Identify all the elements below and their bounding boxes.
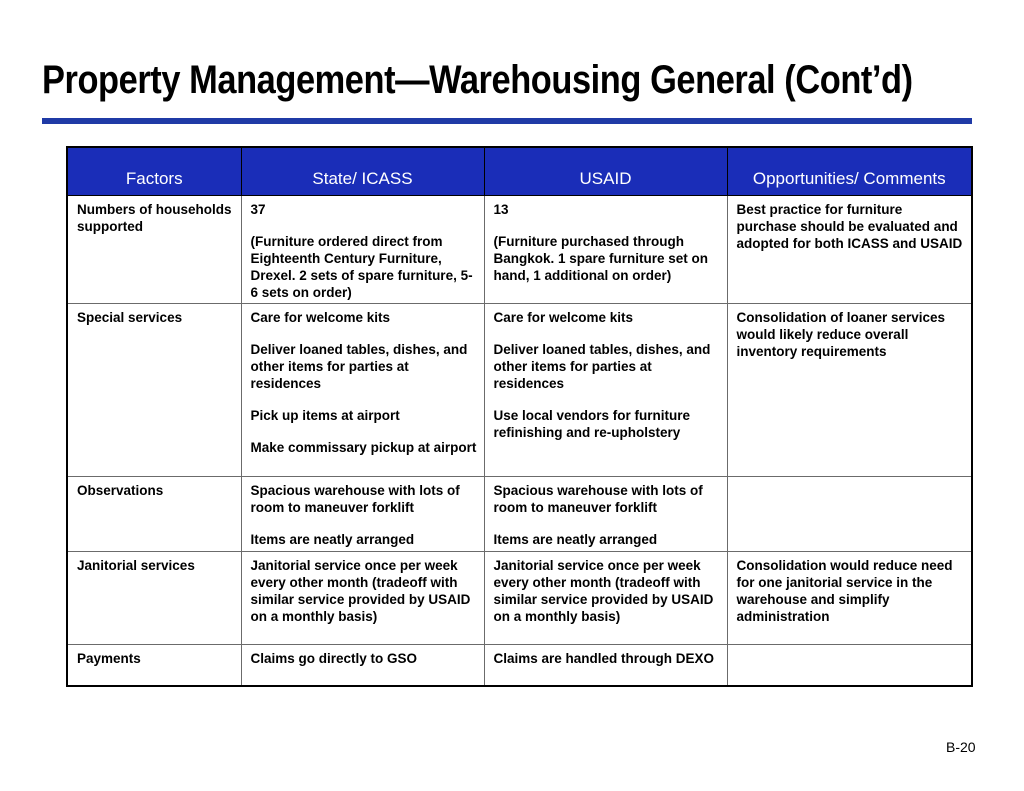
cell-paragraph: Use local vendors for furniture refinishing and re-upholstery: [493, 407, 691, 440]
page-title: Property Management—Warehousing General (Cont’d): [42, 58, 913, 102]
state-icass-cell: [241, 476, 484, 551]
state-icass-cell: [241, 303, 484, 476]
table-row: [67, 644, 972, 686]
title-divider: [42, 118, 972, 124]
state-icass-cell: [241, 551, 484, 644]
factor-cell: Observations: [67, 476, 241, 551]
table-row: [67, 551, 972, 644]
usaid-cell: [484, 303, 727, 476]
usaid-cell: [484, 551, 727, 644]
cell-paragraph: Deliver loaned tables, dishes, and other items for parties at residences: [250, 341, 468, 391]
cell-paragraph: Care for welcome kits: [250, 309, 391, 325]
comments-cell: Consolidation would reduce need for one janitorial service in the warehouse and simplify administration: [727, 551, 972, 644]
comments-cell: Consolidation of loaner services would likely reduce overall inventory requirements: [727, 303, 972, 476]
factor-cell: Janitorial services: [67, 551, 241, 644]
cell-paragraph: Spacious warehouse with lots of room to maneuver forklift: [250, 482, 460, 515]
header-usaid: USAID: [484, 147, 727, 195]
header-factors: Factors: [67, 147, 241, 195]
cell-paragraph: Claims are handled through DEXO: [493, 650, 715, 666]
cell-paragraph: (Furniture purchased through Bangkok. 1 spare furniture set on hand, 1 additional on order): [493, 233, 709, 283]
comments-cell: Best practice for furniture purchase should be evaluated and adopted for both ICASS and USAID: [727, 195, 972, 303]
state-icass-cell: [241, 644, 484, 686]
usaid-cell: [484, 644, 727, 686]
cell-paragraph: Care for welcome kits: [493, 309, 634, 325]
header-opportunities-comments: Opportunities/ Comments: [727, 147, 972, 195]
usaid-cell: [484, 476, 727, 551]
table-row: [67, 303, 972, 476]
comparison-table: [66, 146, 973, 687]
cell-paragraph: Janitorial service once per week every other month (tradeoff with similar service provided by USAID on a monthly basis): [493, 557, 714, 624]
factor-cell: Special services: [67, 303, 241, 476]
comments-cell: [727, 476, 972, 551]
cell-paragraph: Items are neatly arranged: [250, 531, 415, 547]
factor-cell: Numbers of households supported: [67, 195, 241, 303]
cell-paragraph: Janitorial service once per week every other month (tradeoff with similar service provided by USAID on a monthly basis): [250, 557, 471, 624]
cell-paragraph: Pick up items at airport: [250, 407, 400, 423]
state-icass-cell: [241, 195, 484, 303]
factor-cell: Payments: [67, 644, 241, 686]
table-row: [67, 476, 972, 551]
comments-cell: [727, 644, 972, 686]
table-row: [67, 195, 972, 303]
cell-paragraph: Spacious warehouse with lots of room to maneuver forklift: [493, 482, 703, 515]
cell-paragraph: Claims go directly to GSO: [250, 650, 418, 666]
cell-paragraph: Deliver loaned tables, dishes, and other items for parties at residences: [493, 341, 711, 391]
usaid-cell: [484, 195, 727, 303]
cell-paragraph: 13: [493, 201, 509, 217]
cell-paragraph: 37: [250, 201, 266, 217]
cell-paragraph: Items are neatly arranged: [493, 531, 658, 547]
cell-paragraph: Make commissary pickup at airport: [250, 439, 477, 455]
table-header-row: [67, 147, 972, 195]
header-state-icass: State/ ICASS: [241, 147, 484, 195]
page-number: B-20: [946, 739, 976, 755]
cell-paragraph: (Furniture ordered direct from Eighteenth Century Furniture, Drexel. 2 sets of spare furniture, 5-6 sets on order): [250, 233, 473, 300]
